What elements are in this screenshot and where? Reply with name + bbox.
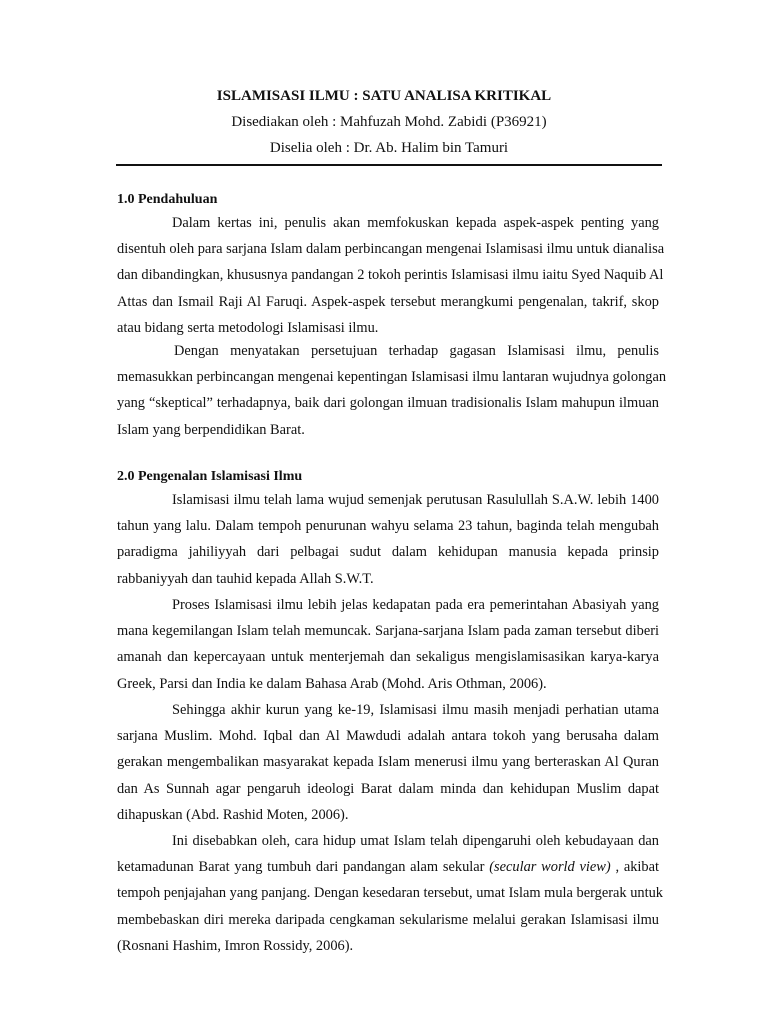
header-divider	[116, 164, 662, 166]
text-line: yang “skeptical” terhadapnya, baik dari golongan ilmuan tradisionalis Islam mahupun ilmuan	[117, 395, 659, 412]
text-line: memasukkan perbincangan mengenai kepentingan Islamisasi ilmu lantaran wujudnya golongan	[117, 369, 667, 386]
text-line: gerakan mengembalikan masyarakat kepada Islam menerusi ilmu yang berteraskan Al Quran	[117, 754, 659, 771]
text-line: paradigma jahiliyyah dari pelbagai sudut dalam kehidupan manusia kepada prinsip	[117, 544, 659, 561]
text-line: Greek, Parsi dan India ke dalam Bahasa Arab (Mohd. Aris Othman, 2006).	[117, 675, 547, 692]
section-2-paragraph-4	[117, 828, 663, 959]
text-line: rabbaniyyah dan tauhid kepada Allah S.W.T.	[117, 570, 374, 587]
text-line: Proses Islamisasi ilmu lebih jelas kedapatan pada era pemerintahan Abasiyah yang	[172, 597, 659, 613]
text-line: Islam yang berpendidikan Barat.	[117, 421, 305, 438]
text-segment: ketamadunan Barat yang tumbuh dari pandangan alam sekular	[117, 859, 490, 876]
text-line: tempoh penjajahan yang panjang. Dengan kesedaran tersebut, umat Islam mula bergerak untuk	[117, 885, 663, 902]
text-line: Islamisasi ilmu telah lama wujud semenjak perutusan Rasulullah S.A.W. lebih 1400	[172, 492, 659, 508]
text-segment: , akibat	[610, 859, 659, 876]
text-line: mana kegemilangan Islam telah memuncak. Sarjana-sarjana Islam pada zaman tersebut diberi	[117, 623, 659, 640]
text-line: disentuh oleh para sarjana Islam dalam perbincangan mengenai Islamisasi ilmu untuk dianalisa	[117, 241, 665, 258]
document-title: ISLAMISASI ILMU : SATU ANALISA KRITIKAL	[216, 88, 552, 104]
text-line: sarjana Muslim. Mohd. Iqbal dan Al Mawdudi adalah antara tokoh yang berusaha dalam	[117, 728, 659, 745]
text-line: atau bidang serta metodologi Islamisasi ilmu.	[117, 319, 379, 336]
text-line: dan dibandingkan, khususnya pandangan 2 tokoh perintis Islamisasi ilmu iaitu Syed Naquib Al	[117, 267, 664, 284]
text-line: (Rosnani Hashim, Imron Rossidy, 2006).	[117, 937, 354, 954]
text-line: Dalam kertas ini, penulis akan memfokuskan kepada aspek-aspek penting yang	[172, 215, 659, 231]
text-line: Attas dan Ismail Raji Al Faruqi. Aspek-aspek tersebut merangkumi pengenalan, takrif, skop	[117, 293, 659, 310]
text-line: Dengan menyatakan persetujuan terhadap gagasan Islamisasi ilmu, penulis	[174, 343, 659, 359]
section-2-paragraph-3	[117, 697, 659, 828]
prepared-by-line: Disediakan oleh : Mahfuzah Mohd. Zabidi (P36921)	[231, 114, 547, 130]
text-line: membebaskan diri mereka daripada cengkaman sekularisme melalui gerakan Islamisasi ilmu	[117, 911, 659, 928]
text-line: Sehingga akhir kurun yang ke-19, Islamisasi ilmu masih menjadi perhatian utama	[172, 702, 659, 718]
section-1-paragraph-1	[117, 210, 665, 341]
section-2-heading: 2.0 Pengenalan Islamisasi Ilmu	[117, 469, 303, 484]
section-2-paragraph-1	[117, 487, 659, 592]
text-line: dihapuskan (Abd. Rashid Moten, 2006).	[117, 806, 349, 823]
text-line-with-italic	[117, 854, 659, 880]
italic-term: (secular world view)	[489, 859, 611, 876]
section-1-heading: 1.0 Pendahuluan	[117, 192, 218, 207]
text-line: amanah dan kepercayaan untuk menterjemah dan sekaligus mengislamisasikan karya-karya	[117, 649, 659, 666]
text-line: dan As Sunnah agar pengaruh ideologi Barat dalam minda dan kehidupan Muslim dapat	[117, 780, 659, 797]
supervised-by-line: Diselia oleh : Dr. Ab. Halim bin Tamuri	[269, 140, 509, 156]
text-line: Ini disebabkan oleh, cara hidup umat Islam telah dipengaruhi oleh kebudayaan dan	[172, 833, 659, 849]
section-1-paragraph-2	[117, 338, 667, 443]
section-2-paragraph-2	[117, 592, 659, 697]
text-line: tahun yang lalu. Dalam tempoh penurunan wahyu selama 23 tahun, baginda telah mengubah	[117, 518, 659, 535]
